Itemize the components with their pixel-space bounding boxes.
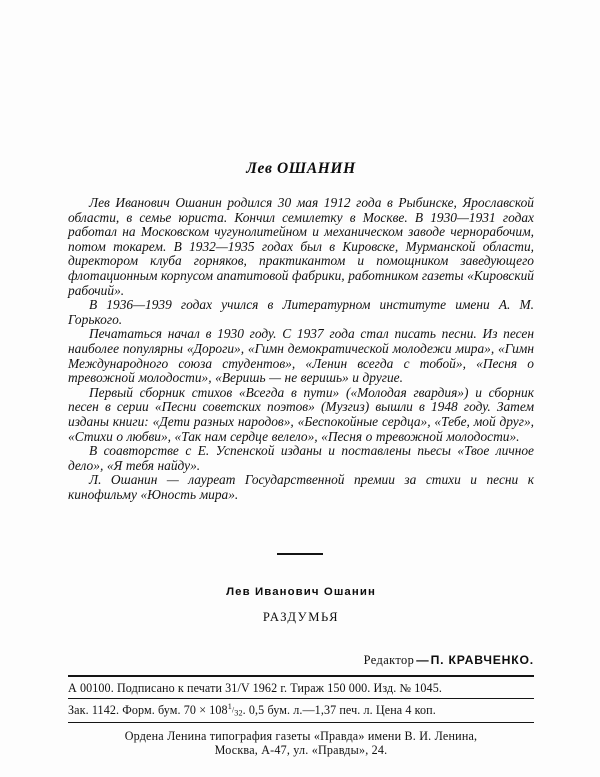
biography-paragraph: Л. Ошанин — лауреат Государственной премии за стихи и песни к кинофильму «Юность мира». (68, 472, 534, 502)
editor-credit (68, 653, 534, 668)
colophon-book-title: РАЗДУМЬЯ (262, 610, 340, 624)
imprint-format-prefix: Зак. 1142. Форм. бум. 70 × 108 (68, 702, 228, 717)
biography-paragraph: В соавторстве с Е. Успенской изданы и поставлены пьесы «Твое личное дело», «Я тебя найду». (68, 443, 534, 473)
author-heading: Лев ОШАНИН (246, 160, 356, 177)
biography-paragraph: Печататься начал в 1930 году. С 1937 года стал писать песни. Из песен наиболее популярны «Дороги», «Гимн демократической молодежи мира», «Гимн Международного союза студентов», «Ленин всегда с тобой», «Песня о тревожной молодости», «Веришь — не веришь» и другие. (68, 326, 534, 386)
separator-rule-icon (277, 553, 323, 555)
printer-line-one: Ордена Ленина типография газеты «Правда» имени В. И. Ленина, (124, 729, 478, 744)
editor-dash: — (416, 653, 429, 667)
paper-format-fraction: $^1/_{32}$ (227, 702, 243, 718)
colophon-section (68, 586, 534, 757)
imprint-format-suffix: . 0,5 бум. л.—1,37 печ. л. Цена 4 коп. (242, 702, 436, 717)
printer-imprint (68, 723, 534, 757)
editor-label: Редактор (363, 653, 415, 667)
biography-section (68, 160, 534, 502)
fraction-numerator: 1 (227, 702, 232, 712)
colophon-author-name: Лев Иванович Ошанин (226, 586, 376, 598)
imprint-line-publication: А 00100. Подписано к печати 31/V 1962 г. Тираж 150 000. Изд. № 1045. (68, 680, 442, 695)
biography-paragraph: В 1936—1939 годах учился в Литературном институте имени А. М. Горького. (68, 297, 534, 327)
biography-paragraph: Первый сборник стихов «Всегда в пути» («Молодая гвардия») и сборник песен в серии «Песни советских поэтов» (Музгиз) вышли в 1948 году. Затем изданы книги: «Дети разных народов», «Беспокойные сердца», «Тебе, мой друг», «Стихи о любви», «Так нам сердце велело», «Песня о тревожной молодости». (68, 384, 534, 444)
fraction-denominator: 32 (234, 708, 243, 718)
printer-line-two: Москва, А-47, ул. «Правды», 24. (214, 743, 388, 758)
editor-name: П. КРАВЧЕНКО. (430, 653, 534, 667)
imprint-line-format (68, 699, 534, 722)
biography-paragraph: Лев Иванович Ошанин родился 30 мая 1912 года в Рыбинске, Ярославской области, в семье юриста. Кончил семилетку в Москве. В 1930—1931 годах работал на Московском чугунолитейном и механическом заводе чернорабочим, потом токарем. В 1932—1935 годах был в Кировске, Мурманской области, директором клуба горняков, практикантом и помощником заведующего флотационным корпусом апатитовой фабрики, работником газеты «Кировский рабочий». (68, 195, 534, 298)
section-separator (0, 545, 600, 563)
